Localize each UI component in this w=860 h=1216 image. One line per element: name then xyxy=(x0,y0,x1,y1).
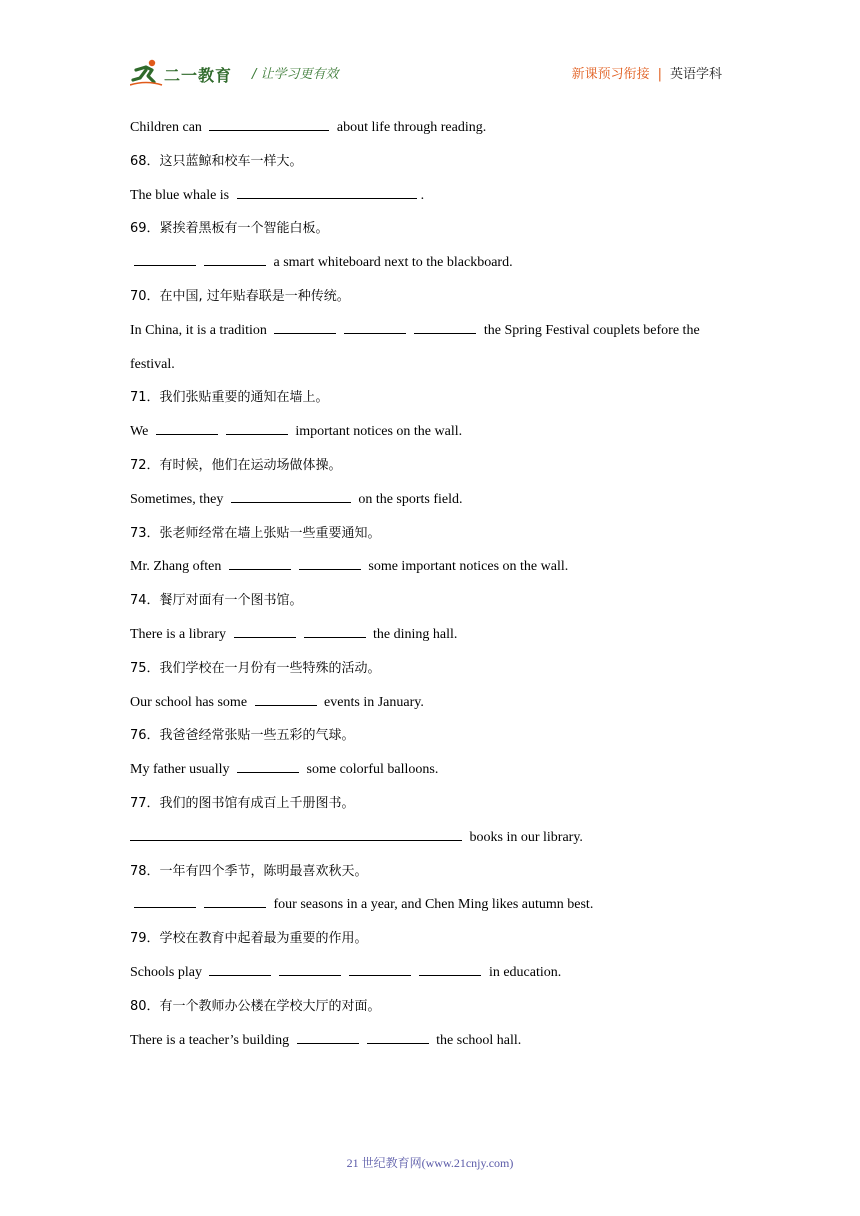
question-text: 75．我们学校在一月份有一些特殊的活动。 xyxy=(130,660,381,676)
sentence-text: the dining hall. xyxy=(369,626,458,642)
logo-text: 二一教育 xyxy=(164,66,233,85)
sentence-text: Sometimes, they xyxy=(130,491,227,507)
question-text: 74．餐厅对面有一个图书馆。 xyxy=(130,593,303,609)
subject-label: 英语学科 xyxy=(669,67,722,82)
answer-blank[interactable] xyxy=(234,623,296,638)
question-prompt xyxy=(130,922,750,956)
sentence-text: Our school has some xyxy=(130,694,251,710)
answer-blank[interactable] xyxy=(274,319,336,334)
question-text: 80．有一个教师办公楼在学校大厅的对面。 xyxy=(130,998,381,1014)
answer-blank[interactable] xyxy=(134,251,196,266)
answer-sentence xyxy=(130,956,750,990)
tag-separator: | xyxy=(657,67,662,82)
sentence-text: There is a library xyxy=(130,626,230,642)
exercise-list xyxy=(130,111,750,1057)
question-text: 79．学校在教育中起着最为重要的作用。 xyxy=(130,931,368,947)
sentence-text: books in our library. xyxy=(466,829,583,845)
question-prompt xyxy=(130,719,750,753)
answer-sentence xyxy=(130,753,750,787)
question-text: 76．我爸爸经常张贴一些五彩的气球。 xyxy=(130,728,355,744)
course-label: 新课预习衔接 xyxy=(571,67,650,82)
answer-blank[interactable] xyxy=(297,1029,359,1044)
sentence-text: a smart whiteboard next to the blackboard. xyxy=(270,255,513,271)
sentence-text: in education. xyxy=(485,964,562,980)
answer-blank[interactable] xyxy=(209,116,329,131)
answer-blank[interactable] xyxy=(255,691,317,706)
sentence-text: events in January. xyxy=(320,694,424,710)
page-footer: 21 世纪教育网(www.21cnjy.com) xyxy=(346,1156,514,1170)
page-header xyxy=(130,56,730,92)
question-text: 73．张老师经常在墙上张贴一些重要通知。 xyxy=(130,525,381,541)
answer-sentence xyxy=(130,415,750,449)
answer-blank[interactable] xyxy=(231,488,351,503)
subject-tag xyxy=(572,63,722,82)
answer-blank[interactable] xyxy=(279,961,341,976)
answer-blank[interactable] xyxy=(229,555,291,570)
question-prompt xyxy=(130,381,750,415)
sentence-text: about life through reading. xyxy=(333,120,487,135)
sentence-text: In China, it is a tradition xyxy=(130,322,271,338)
sentence-text: some colorful balloons. xyxy=(303,762,439,778)
question-text: 69．紧挨着黑板有一个智能白板。 xyxy=(130,221,329,237)
answer-sentence xyxy=(130,1024,750,1058)
answer-sentence xyxy=(130,111,750,145)
sentence-text: There is a teacher’s building xyxy=(130,1032,293,1048)
answer-blank[interactable] xyxy=(204,251,266,266)
sentence-text: festival. xyxy=(130,356,175,372)
sentence-text: We xyxy=(130,424,152,440)
question-text: 68．这只蓝鲸和校车一样大。 xyxy=(130,153,303,169)
answer-blank[interactable] xyxy=(204,893,266,908)
sentence-text: Mr. Zhang often xyxy=(130,559,225,575)
answer-blank[interactable] xyxy=(304,623,366,638)
question-prompt xyxy=(130,855,750,889)
answer-sentence xyxy=(130,483,750,517)
sentence-text: the Spring Festival couplets before the xyxy=(480,322,700,338)
sentence-text: the school hall. xyxy=(432,1032,522,1048)
answer-sentence xyxy=(130,618,750,652)
sentence-text: Children can xyxy=(130,120,206,135)
answer-blank[interactable] xyxy=(237,758,299,773)
sentence-text: Schools play xyxy=(130,964,206,980)
question-prompt xyxy=(130,280,750,314)
logo xyxy=(130,58,240,88)
question-prompt xyxy=(130,449,750,483)
sentence-text: on the sports field. xyxy=(354,491,463,507)
sentence-text: My father usually xyxy=(130,762,234,778)
question-prompt xyxy=(130,212,750,246)
answer-blank[interactable] xyxy=(237,184,417,199)
answer-sentence xyxy=(130,246,750,280)
answer-sentence xyxy=(130,821,750,855)
answer-sentence xyxy=(130,348,750,382)
answer-sentence xyxy=(130,888,750,922)
answer-blank[interactable] xyxy=(134,893,196,908)
question-prompt xyxy=(130,787,750,821)
answer-blank[interactable] xyxy=(130,826,462,841)
question-text: 72．有时候，他们在运动场做体操。 xyxy=(130,457,342,473)
answer-blank[interactable] xyxy=(344,319,406,334)
answer-sentence xyxy=(130,550,750,584)
answer-blank[interactable] xyxy=(209,961,271,976)
question-text: 71．我们张贴重要的通知在墙上。 xyxy=(130,390,329,406)
question-prompt xyxy=(130,517,750,551)
sentence-text: The blue whale is xyxy=(130,187,233,203)
answer-blank[interactable] xyxy=(419,961,481,976)
answer-sentence xyxy=(130,314,750,348)
question-text: 77．我们的图书馆有成百上千册图书。 xyxy=(130,795,355,811)
question-text: 78．一年有四个季节，陈明最喜欢秋天。 xyxy=(130,863,368,879)
question-prompt xyxy=(130,990,750,1024)
answer-blank[interactable] xyxy=(414,319,476,334)
question-prompt xyxy=(130,145,750,179)
sentence-text: some important notices on the wall. xyxy=(364,559,569,575)
sentence-text: four seasons in a year, and Chen Ming likes autumn best. xyxy=(270,897,594,913)
question-prompt xyxy=(130,584,750,618)
answer-blank[interactable] xyxy=(367,1029,429,1044)
question-prompt xyxy=(130,652,750,686)
slogan: / 让学习更有效 xyxy=(252,67,339,82)
runner-logo-icon xyxy=(130,58,164,88)
question-text: 70．在中国, 过年贴春联是一种传统。 xyxy=(130,288,350,304)
answer-blank[interactable] xyxy=(226,420,288,435)
sentence-text: important notices on the wall. xyxy=(291,424,463,440)
answer-blank[interactable] xyxy=(349,961,411,976)
answer-sentence xyxy=(130,179,750,213)
answer-blank[interactable] xyxy=(299,555,361,570)
sentence-text: . xyxy=(420,187,425,203)
answer-sentence xyxy=(130,686,750,720)
answer-blank[interactable] xyxy=(156,420,218,435)
